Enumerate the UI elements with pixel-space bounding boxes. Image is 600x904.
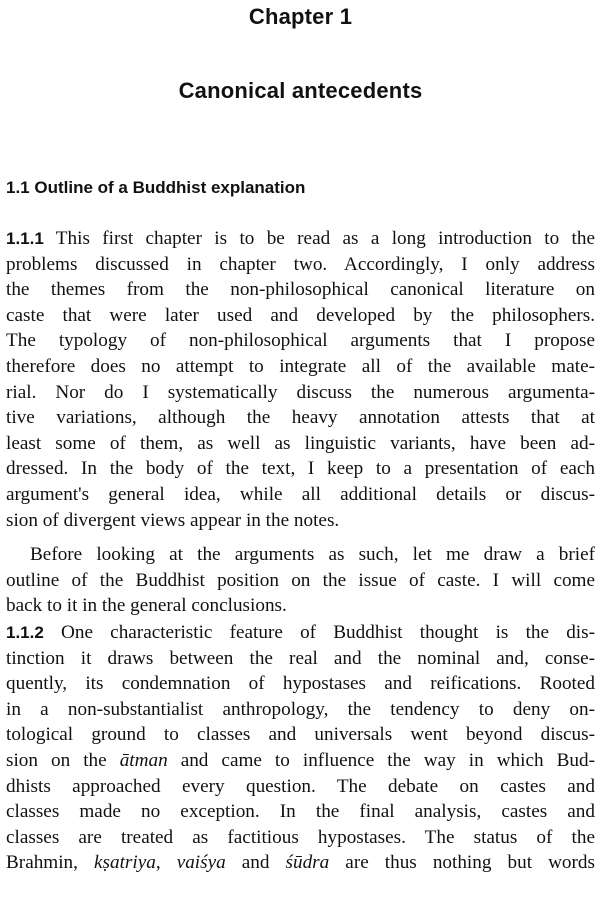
text-line: the themes from the non-philosophical canonical literature on — [6, 279, 595, 301]
text-line: classes made no exception. In the final analysis, castes and — [6, 801, 595, 823]
text-run: Brahmin, — [6, 852, 94, 874]
text-line: Before looking at the arguments as such, let me draw a brief — [30, 544, 595, 565]
text-line — [6, 748, 595, 774]
text-line: tive variations, although the heavy annotation attests that at — [6, 407, 595, 429]
text-line: back to it in the general conclusions. — [6, 595, 287, 617]
text-line: dressed. In the body of the text, I keep to a presentation of each — [6, 458, 595, 480]
text-line: dhists approached every question. The debate on castes and — [6, 775, 595, 797]
italic-term-ksatriya: kṣatriya — [94, 852, 156, 874]
paragraph-1-1-2 — [6, 620, 595, 876]
text-run: One characteristic feature of Buddhist thought is the dis- — [43, 622, 595, 643]
section-heading: 1.1 Outline of a Buddhist explanation — [6, 178, 306, 197]
text-line: argument's general idea, while all additional details or discus- — [6, 483, 595, 505]
chapter-title: Canonical antecedents — [178, 78, 423, 103]
text-line: least some of them, as well as linguistic variants, have been ad- — [6, 432, 595, 454]
text-line: rial. Nor do I systematically discuss the numerous argumenta- — [6, 381, 595, 403]
text-line — [6, 850, 595, 876]
text-run: and — [225, 852, 286, 874]
text-line: therefore does no attempt to integrate all of the available mate- — [6, 355, 595, 377]
text-line — [6, 620, 595, 646]
chapter-number: Chapter 1 — [248, 4, 353, 29]
text-line: classes are treated as factitious hypostases. The status of the — [6, 826, 595, 848]
text-line: problems discussed in chapter two. Accordingly, I only address — [6, 253, 595, 275]
italic-term-atman: ātman — [119, 749, 168, 771]
text-line: tological ground to classes and universals went beyond discus- — [6, 724, 595, 746]
paragraph-number: 1.1.2 — [6, 623, 44, 642]
text-line: outline of the Buddhist position on the issue of caste. I will come — [6, 569, 595, 591]
text-line: sion of divergent views appear in the notes. — [6, 509, 340, 531]
text-run: , — [155, 852, 177, 874]
paragraph-number: 1.1.1 — [6, 229, 44, 248]
text-run: are thus nothing but words — [329, 852, 595, 874]
text-line: The typology of non-philosophical arguments that I propose — [6, 330, 595, 352]
text-line: caste that were later used and developed by the philosophers. — [6, 304, 595, 326]
text-run: This first chapter is to be read as a long introduction to the — [43, 228, 595, 249]
text-line — [6, 226, 595, 252]
paragraph-1-1-1 — [6, 226, 595, 533]
italic-term-sudra: śūdra — [285, 852, 330, 874]
paragraph-outline — [6, 542, 595, 619]
text-line: quently, its condemnation of hypostases and reifications. Rooted — [6, 673, 595, 695]
text-run: sion on the — [6, 749, 120, 771]
text-line: tinction it draws between the real and the nominal and, conse- — [6, 647, 595, 669]
italic-term-vaisya: vaiśya — [176, 852, 226, 874]
text-line: in a non-substantialist anthropology, the tendency to deny on- — [6, 698, 595, 720]
text-run: and came to influence the way in which Bud- — [167, 749, 595, 771]
